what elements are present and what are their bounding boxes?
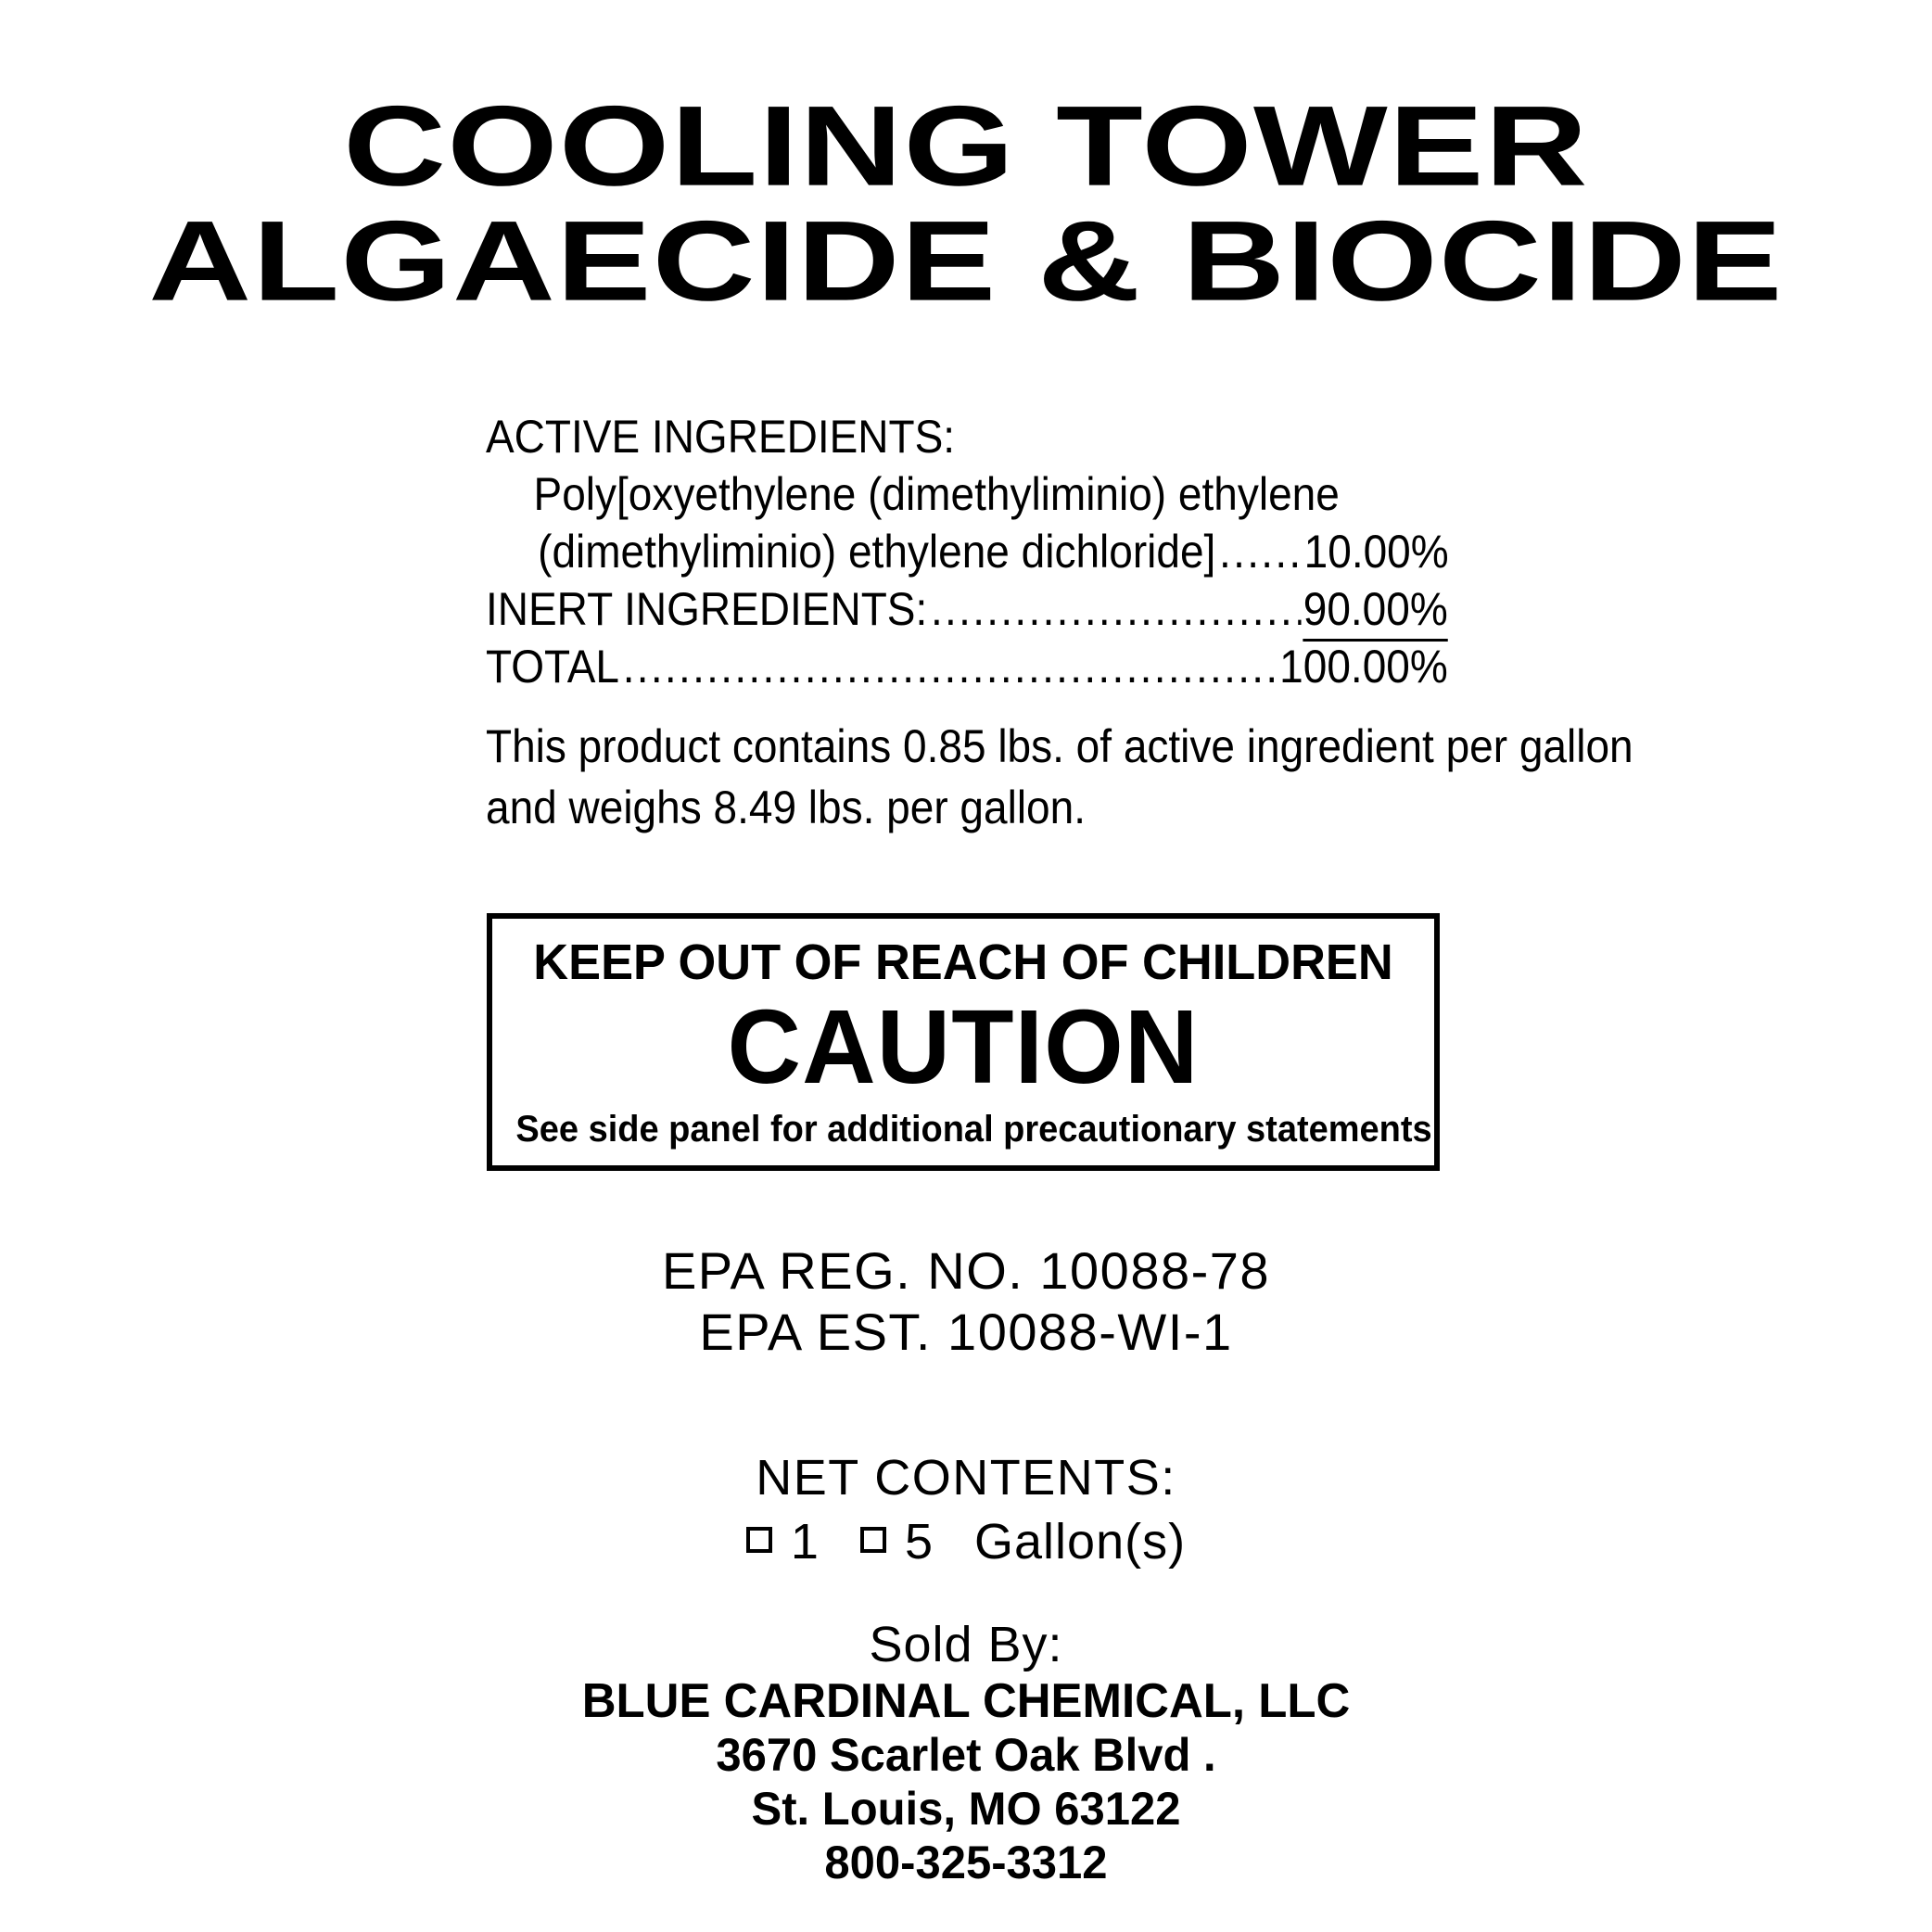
- active-ingredient-weight-note: [486, 716, 1633, 838]
- active-ingredient-name-line-1: [486, 465, 1369, 523]
- total-percent: 100.00%: [1279, 641, 1448, 693]
- company-street-address: 3670 Scarlet Oak Blvd .: [716, 1729, 1216, 1781]
- precautionary-referral-text: See side panel for additional precautionary statements.: [515, 1109, 1443, 1150]
- checkbox-unchecked-icon[interactable]: [860, 1527, 894, 1562]
- product-headline: [0, 83, 1932, 325]
- active-ingredients-heading: [486, 408, 1369, 465]
- net-contents-quantity-5: 5: [904, 1514, 934, 1570]
- signal-word-caution: CAUTION: [727, 986, 1200, 1105]
- active-ingredient-name-text-2: (dimethyliminio) ethylene dichloride]: [538, 526, 1216, 578]
- dot-leader: [1219, 523, 1303, 580]
- checkbox-unchecked-icon[interactable]: [746, 1527, 780, 1562]
- active-ingredient-name-text-1: Poly[oxyethylene (dimethyliminio) ethylene: [533, 468, 1340, 520]
- sold-by-label: Sold By:: [869, 1617, 1063, 1672]
- net-contents-label: NET CONTENTS:: [756, 1450, 1176, 1506]
- net-contents-block: [0, 1448, 1932, 1572]
- company-phone-number: 800-325-3312: [824, 1837, 1108, 1888]
- active-ingredient-percent: 10.00%: [1303, 526, 1449, 578]
- dot-leader: [931, 580, 1302, 638]
- dot-leader: [623, 638, 1278, 695]
- active-ingredients-heading-text: ACTIVE INGREDIENTS:: [486, 411, 956, 463]
- company-name: BLUE CARDINAL CHEMICAL, LLC: [581, 1674, 1351, 1728]
- company-city-state-zip: St. Louis, MO 63122: [751, 1783, 1181, 1835]
- active-ingredient-row: [486, 523, 1449, 580]
- net-contents-quantity-1: 1: [790, 1514, 820, 1570]
- total-row: [486, 638, 1448, 695]
- weight-note-line-1: This product contains 0.85 lbs. of active ingredient per gallon: [486, 720, 1633, 772]
- inert-ingredients-percent: 90.00%: [1303, 580, 1448, 642]
- epa-establishment-number: EPA EST. 10088-WI-1: [699, 1303, 1233, 1361]
- epa-registration-block: [0, 1240, 1932, 1363]
- net-contents-unit: Gallon(s): [974, 1514, 1187, 1570]
- ingredient-statement: [486, 408, 1449, 695]
- headline-line-1: COOLING TOWER: [343, 83, 1589, 210]
- headline-line-2: ALGAECIDE & BIOCIDE: [148, 197, 1784, 325]
- epa-registration-number: EPA REG. NO. 10088-78: [661, 1241, 1271, 1300]
- keep-out-of-reach-of-children-text: KEEP OUT OF REACH OF CHILDREN: [533, 934, 1393, 990]
- weight-note-line-2: and weighs 8.49 lbs. per gallon.: [486, 782, 1086, 833]
- inert-ingredients-label: INERT INGREDIENTS:: [486, 583, 928, 635]
- total-label: TOTAL: [486, 641, 620, 693]
- signal-word-box: [487, 913, 1443, 1171]
- sold-by-block: [0, 1615, 1932, 1889]
- net-contents-options: [0, 1511, 1932, 1572]
- inert-ingredients-row: [486, 580, 1448, 638]
